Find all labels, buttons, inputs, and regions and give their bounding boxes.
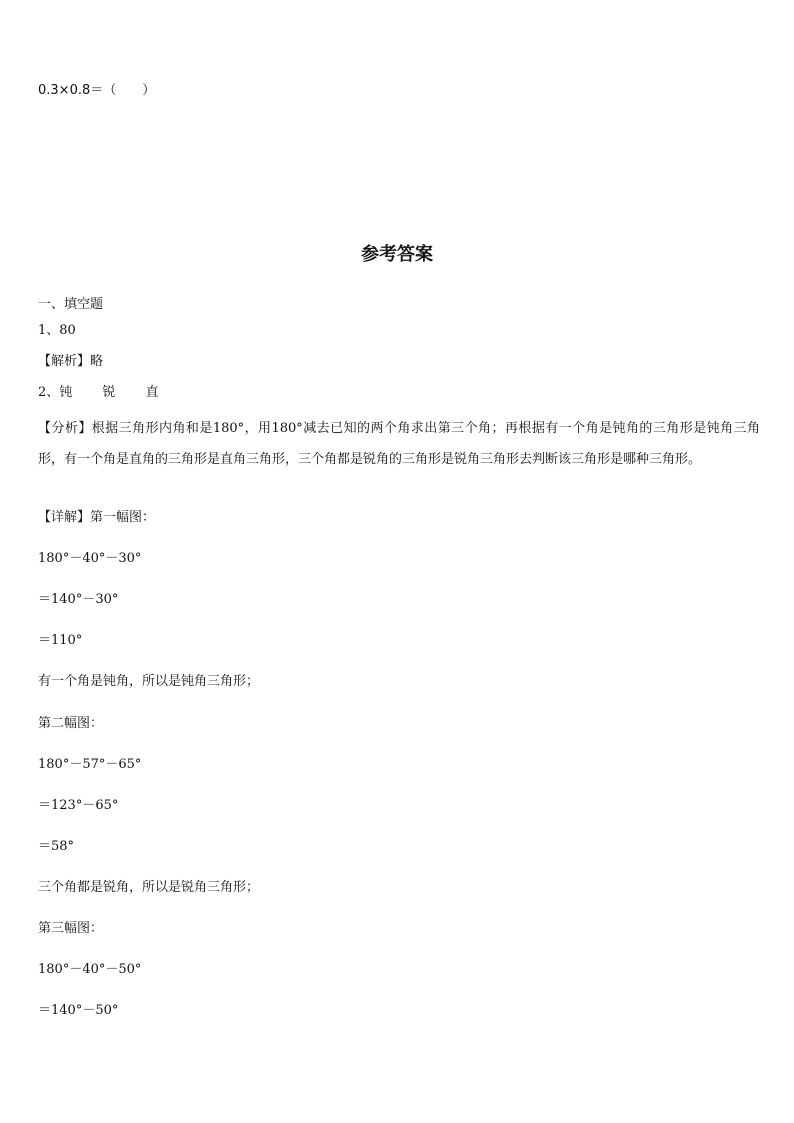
- fig1-conclusion: 有一个角是钝角，所以是钝角三角形；: [38, 674, 260, 689]
- answer-1: 1、80: [38, 323, 76, 338]
- fig1-step-1: 180°－40°－30°: [38, 551, 142, 566]
- fig2-heading: 第二幅图：: [38, 716, 104, 731]
- fig1-step-3: ＝110°: [38, 633, 83, 648]
- answer-2-third: 直: [145, 385, 159, 400]
- fig3-heading: 第三幅图：: [38, 921, 104, 936]
- question-text: 0.3×0.8＝（ ）: [38, 83, 156, 98]
- fig1-step-2: ＝140°－30°: [38, 592, 119, 607]
- answer-2-second: 锐: [102, 385, 116, 400]
- analysis-paragraph: 【分析】根据三角形内角和是180°，用180°减去已知的两个角求出第三个角；再根据有一个角是钝角的三角形是钝角三角形，有一个角是直角的三角形是直角三角形，三个角都是锐角的三角形是锐角三角形去判断该三角形是哪种三角形。: [38, 421, 760, 467]
- fig3-step-1: 180°－40°－50°: [38, 962, 142, 977]
- fig2-step-3: ＝58°: [38, 839, 75, 854]
- page-title: 参考答案: [361, 244, 433, 265]
- answer-2: [38, 385, 159, 401]
- answer-1-explanation: 【解析】略: [38, 354, 104, 369]
- fig2-step-1: 180°－57°－65°: [38, 757, 142, 772]
- fig3-step-2: ＝140°－50°: [38, 1003, 119, 1018]
- detail-heading: 【详解】第一幅图：: [38, 510, 156, 525]
- fig2-step-2: ＝123°－65°: [38, 798, 119, 813]
- answer-2-first: 2、钝: [38, 385, 73, 400]
- section-heading: 一、填空题: [38, 297, 104, 312]
- fig2-conclusion: 三个角都是锐角，所以是锐角三角形；: [38, 880, 260, 895]
